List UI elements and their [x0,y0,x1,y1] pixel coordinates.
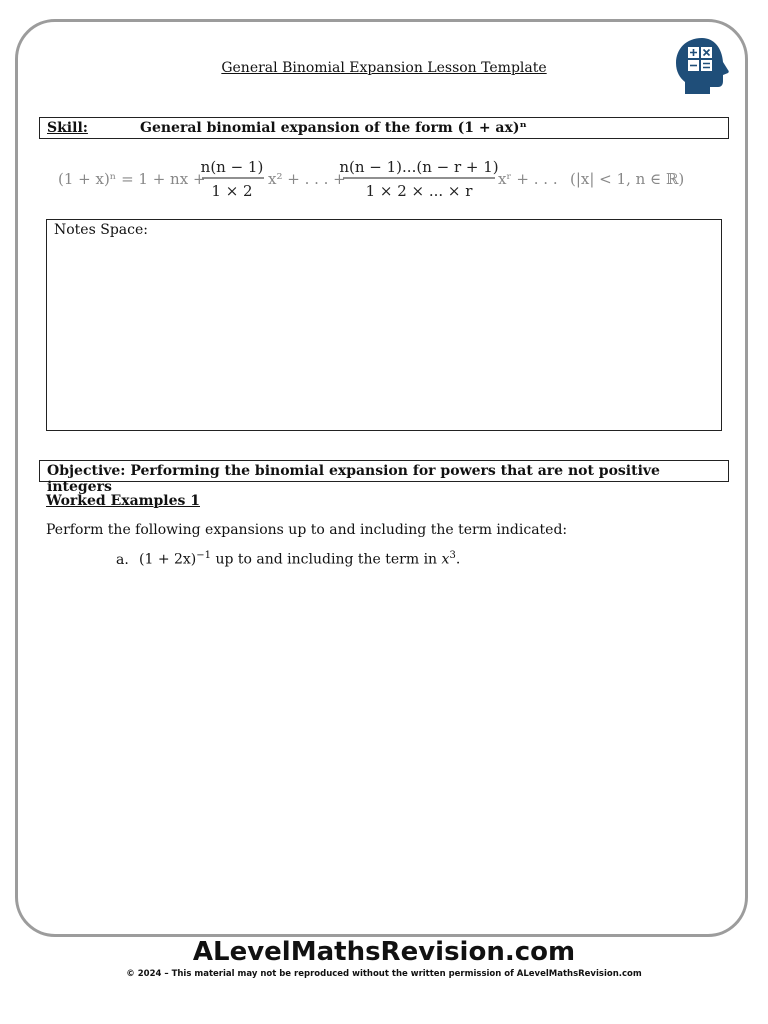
formula-tail: xʳ + . . . [498,170,558,188]
skill-label: Skill: [47,120,88,136]
skill-text: General binomial expansion of the form [140,120,453,136]
question-label: a. [116,551,129,568]
notes-area[interactable] [46,219,722,431]
formula-frac2-num: n(n − 1)...(n − r + 1) [339,158,499,176]
copyright-notice: © 2024 – This material may not be reproduced without the written permission of ALevelMathsRevision.com [126,969,642,979]
binomial-formula [58,152,708,202]
question-power: −1 [196,550,212,561]
calculator-head-icon [672,36,732,96]
formula-frac1-den: 1 × 2 [211,182,253,200]
formula-condition: (|x| < 1, n ∈ ℝ) [570,170,685,188]
objective-text: Objective: Performing the binomial expansion for powers that are not positive integers [47,463,660,495]
question-term: x [441,551,450,568]
question-item [116,550,460,568]
objective-box [39,460,729,495]
skill-description [140,120,527,136]
notes-label: Notes Space: [54,222,148,238]
formula-mid: x² + . . . + [268,170,346,188]
question-end: . [455,551,461,568]
worked-examples-instruction: Perform the following expansions up to and including the term indicated: [46,522,568,538]
formula-frac1-num: n(n − 1) [200,158,264,176]
question-expression: (1 + 2x) [139,551,197,568]
skill-form: (1 + ax)ⁿ [457,120,527,136]
question-text: up to and including the term in [211,551,442,568]
worked-examples-heading: Worked Examples 1 [46,493,200,509]
formula-lhs: (1 + x)ⁿ = 1 + nx + [58,170,206,188]
question-term-power: 3 [449,550,456,561]
formula-frac2-den: 1 × 2 × ... × r [365,182,473,200]
brand-name: ALevelMathsRevision.com [192,937,576,967]
page-title: General Binomial Expansion Lesson Template [221,60,547,76]
skill-box [39,117,729,139]
